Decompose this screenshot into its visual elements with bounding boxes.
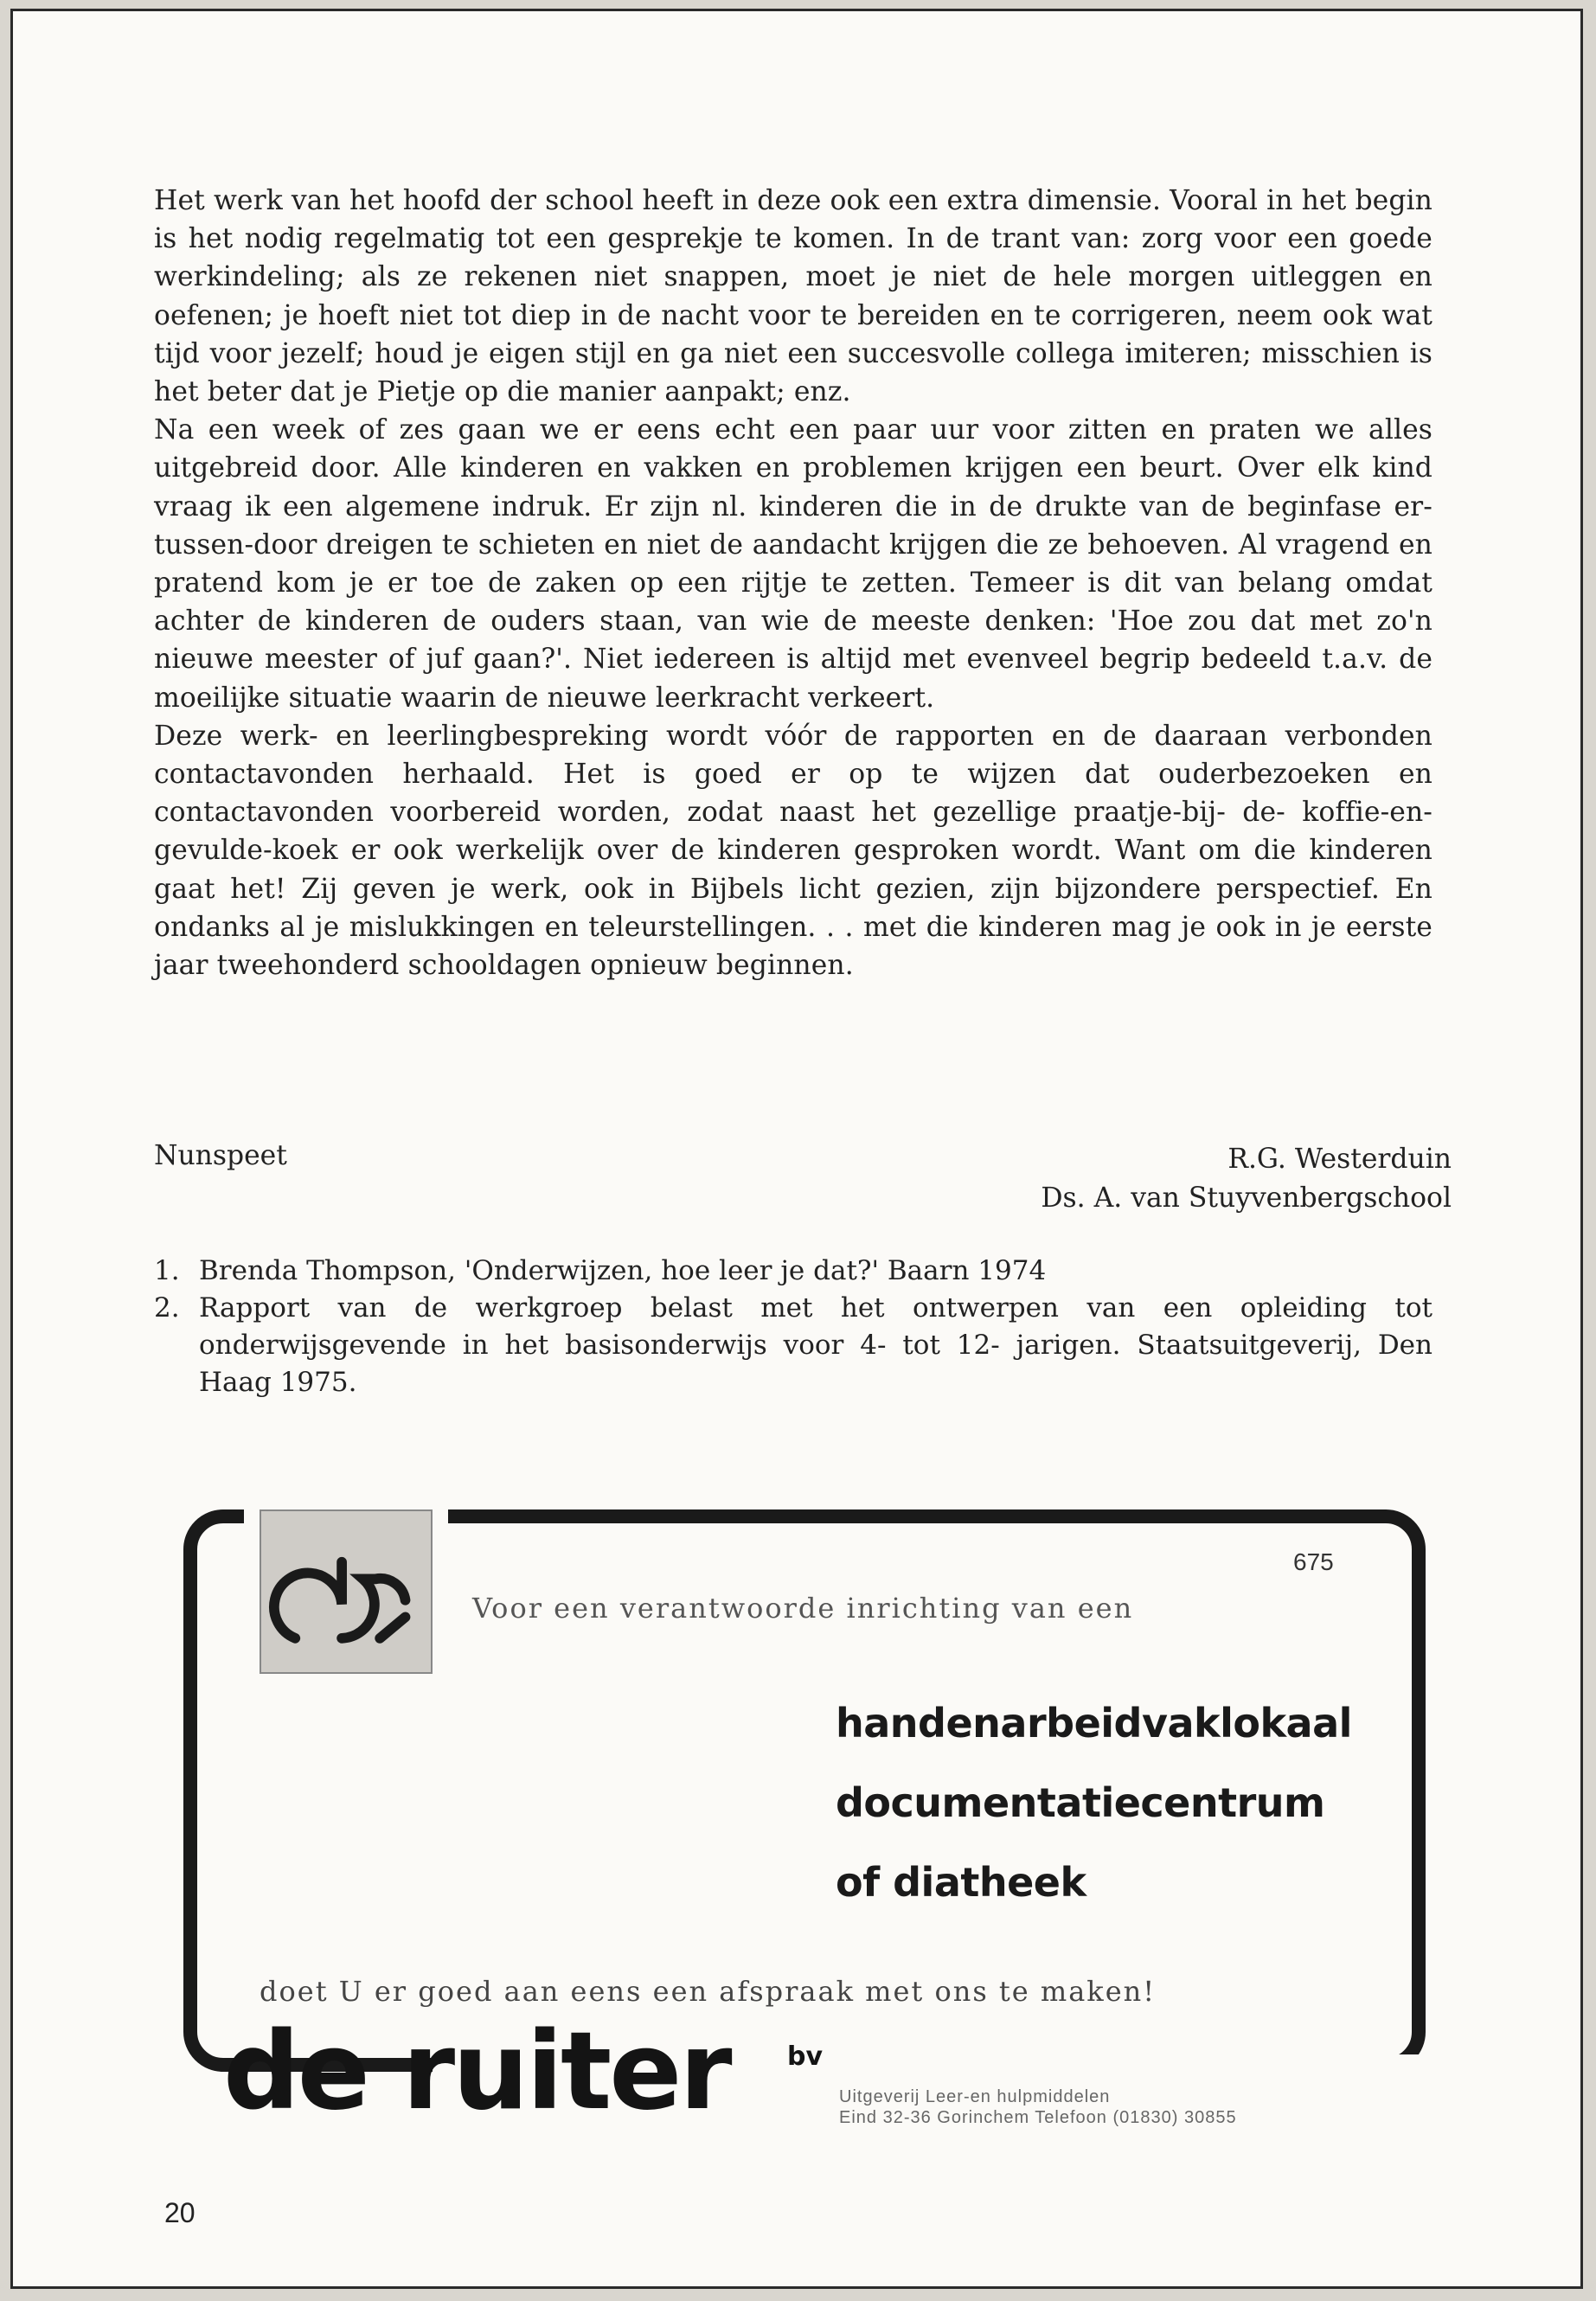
author-name: R.G. Westerduin — [1227, 1144, 1452, 1175]
ad-code: 675 — [1293, 1548, 1334, 1575]
footnote — [154, 1290, 1433, 1401]
footnote-number: 1. — [154, 1255, 180, 1286]
ad-call-to-action: doet U er goed aan eens een afspraak met ons te maken! — [260, 1975, 1157, 2008]
publisher-info — [839, 2086, 1237, 2128]
footnote-text: Brenda Thompson, 'Onderwijzen, hoe leer je dat?' Baarn 1974 — [199, 1255, 1047, 1286]
paragraph: Deze werk- en leerlingbespreking wordt vóór de rapporten en de daaraan verbonden contactavonden herhaald. Het is goed er op te wijzen dat ouderbezoeken en contactavonden voorbereid worden, zodat naast het gezellige praatje-bij- de- koffie-en-gevulde-koek er ook werkelijk over de kinderen gesproken wordt. Want om die kinderen gaat het! Zij geven je werk, ook in Bijbels licht gezien, zijn bijzondere perspectief. En ondanks al je mislukkingen en teleurstellingen. . . met die kinderen mag je ook in je eerste jaar tweehonderd schooldagen opnieuw beginnen. — [154, 720, 1433, 982]
ad-room-item: of diatheek — [836, 1859, 1086, 1906]
article-body — [154, 182, 1433, 984]
signature-block — [1041, 1140, 1452, 1218]
publisher-line: Eind 32-36 Gorinchem Telefoon (01830) 30855 — [839, 2108, 1237, 2127]
page-number: 20 — [164, 2197, 195, 2228]
footnote-text: Rapport van de werkgroep belast met het ontwerpen van een opleiding tot onderwijsgevende in het basisonderwijs voor 4- tot 12- jarigen. Staatsuitgeverij, Den Haag 1975. — [199, 1292, 1433, 1398]
paragraph: Na een week of zes gaan we er eens echt een paar uur voor zitten en praten we alles uitgebreid door. Alle kinderen en vakken en problemen krijgen een beurt. Over elk kind vraag ik een algemene indruk. Er zijn nl. kinderen die in de drukte van de beginfase er-tussen-door dreigen te schieten en niet de aandacht krijgen die ze behoeven. Al vragend en pratend kom je er toe de zaken op een rijtje te zetten. Temeer is dit van belang omdat achter de kinderen de ouders staan, van wie de meeste denken: 'Hoe zou dat met zo'n nieuwe meester of juf gaan?'. Niet iedereen is altijd met evenveel begrip bedeeld t.a.v. de moeilijke situatie waarin de nieuwe leerkracht verkeert. — [154, 414, 1433, 714]
brand-logo: de ruiter — [223, 2009, 730, 2134]
publisher-line: Uitgeverij Leer-en hulpmiddelen — [839, 2087, 1111, 2106]
signature-place: Nunspeet — [154, 1140, 287, 1171]
footnote — [154, 1253, 1433, 1290]
ad-room-item: documentatiecentrum — [836, 1779, 1325, 1826]
footnotes — [154, 1253, 1433, 1401]
dr-monogram-icon — [260, 1509, 433, 1674]
ad-room-item: handenarbeidvaklokaal — [836, 1700, 1352, 1747]
ad-room-list — [836, 1683, 1352, 1922]
brand-suffix: bv — [787, 2041, 824, 2072]
ad-intro-text: Voor een verantwoorde inrichting van een — [472, 1592, 1134, 1625]
footnote-number: 2. — [154, 1292, 180, 1324]
school-name: Ds. A. van Stuyvenbergschool — [1041, 1183, 1452, 1214]
paragraph: Het werk van het hoofd der school heeft in deze ook een extra dimensie. Vooral in het begin is het nodig regelmatig tot een gesprekje te komen. In de trant van: zorg voor een goede werkindeling; als ze rekenen niet snappen, moet je niet de hele morgen uitleggen en oefenen; je hoeft niet tot diep in de nacht voor te bereiden en te corrigeren, neem ook wat tijd voor jezelf; houd je eigen stijl en ga niet een succesvolle collega imiteren; misschien is het beter dat je Pietje op die manier aanpakt; enz. — [154, 185, 1433, 408]
